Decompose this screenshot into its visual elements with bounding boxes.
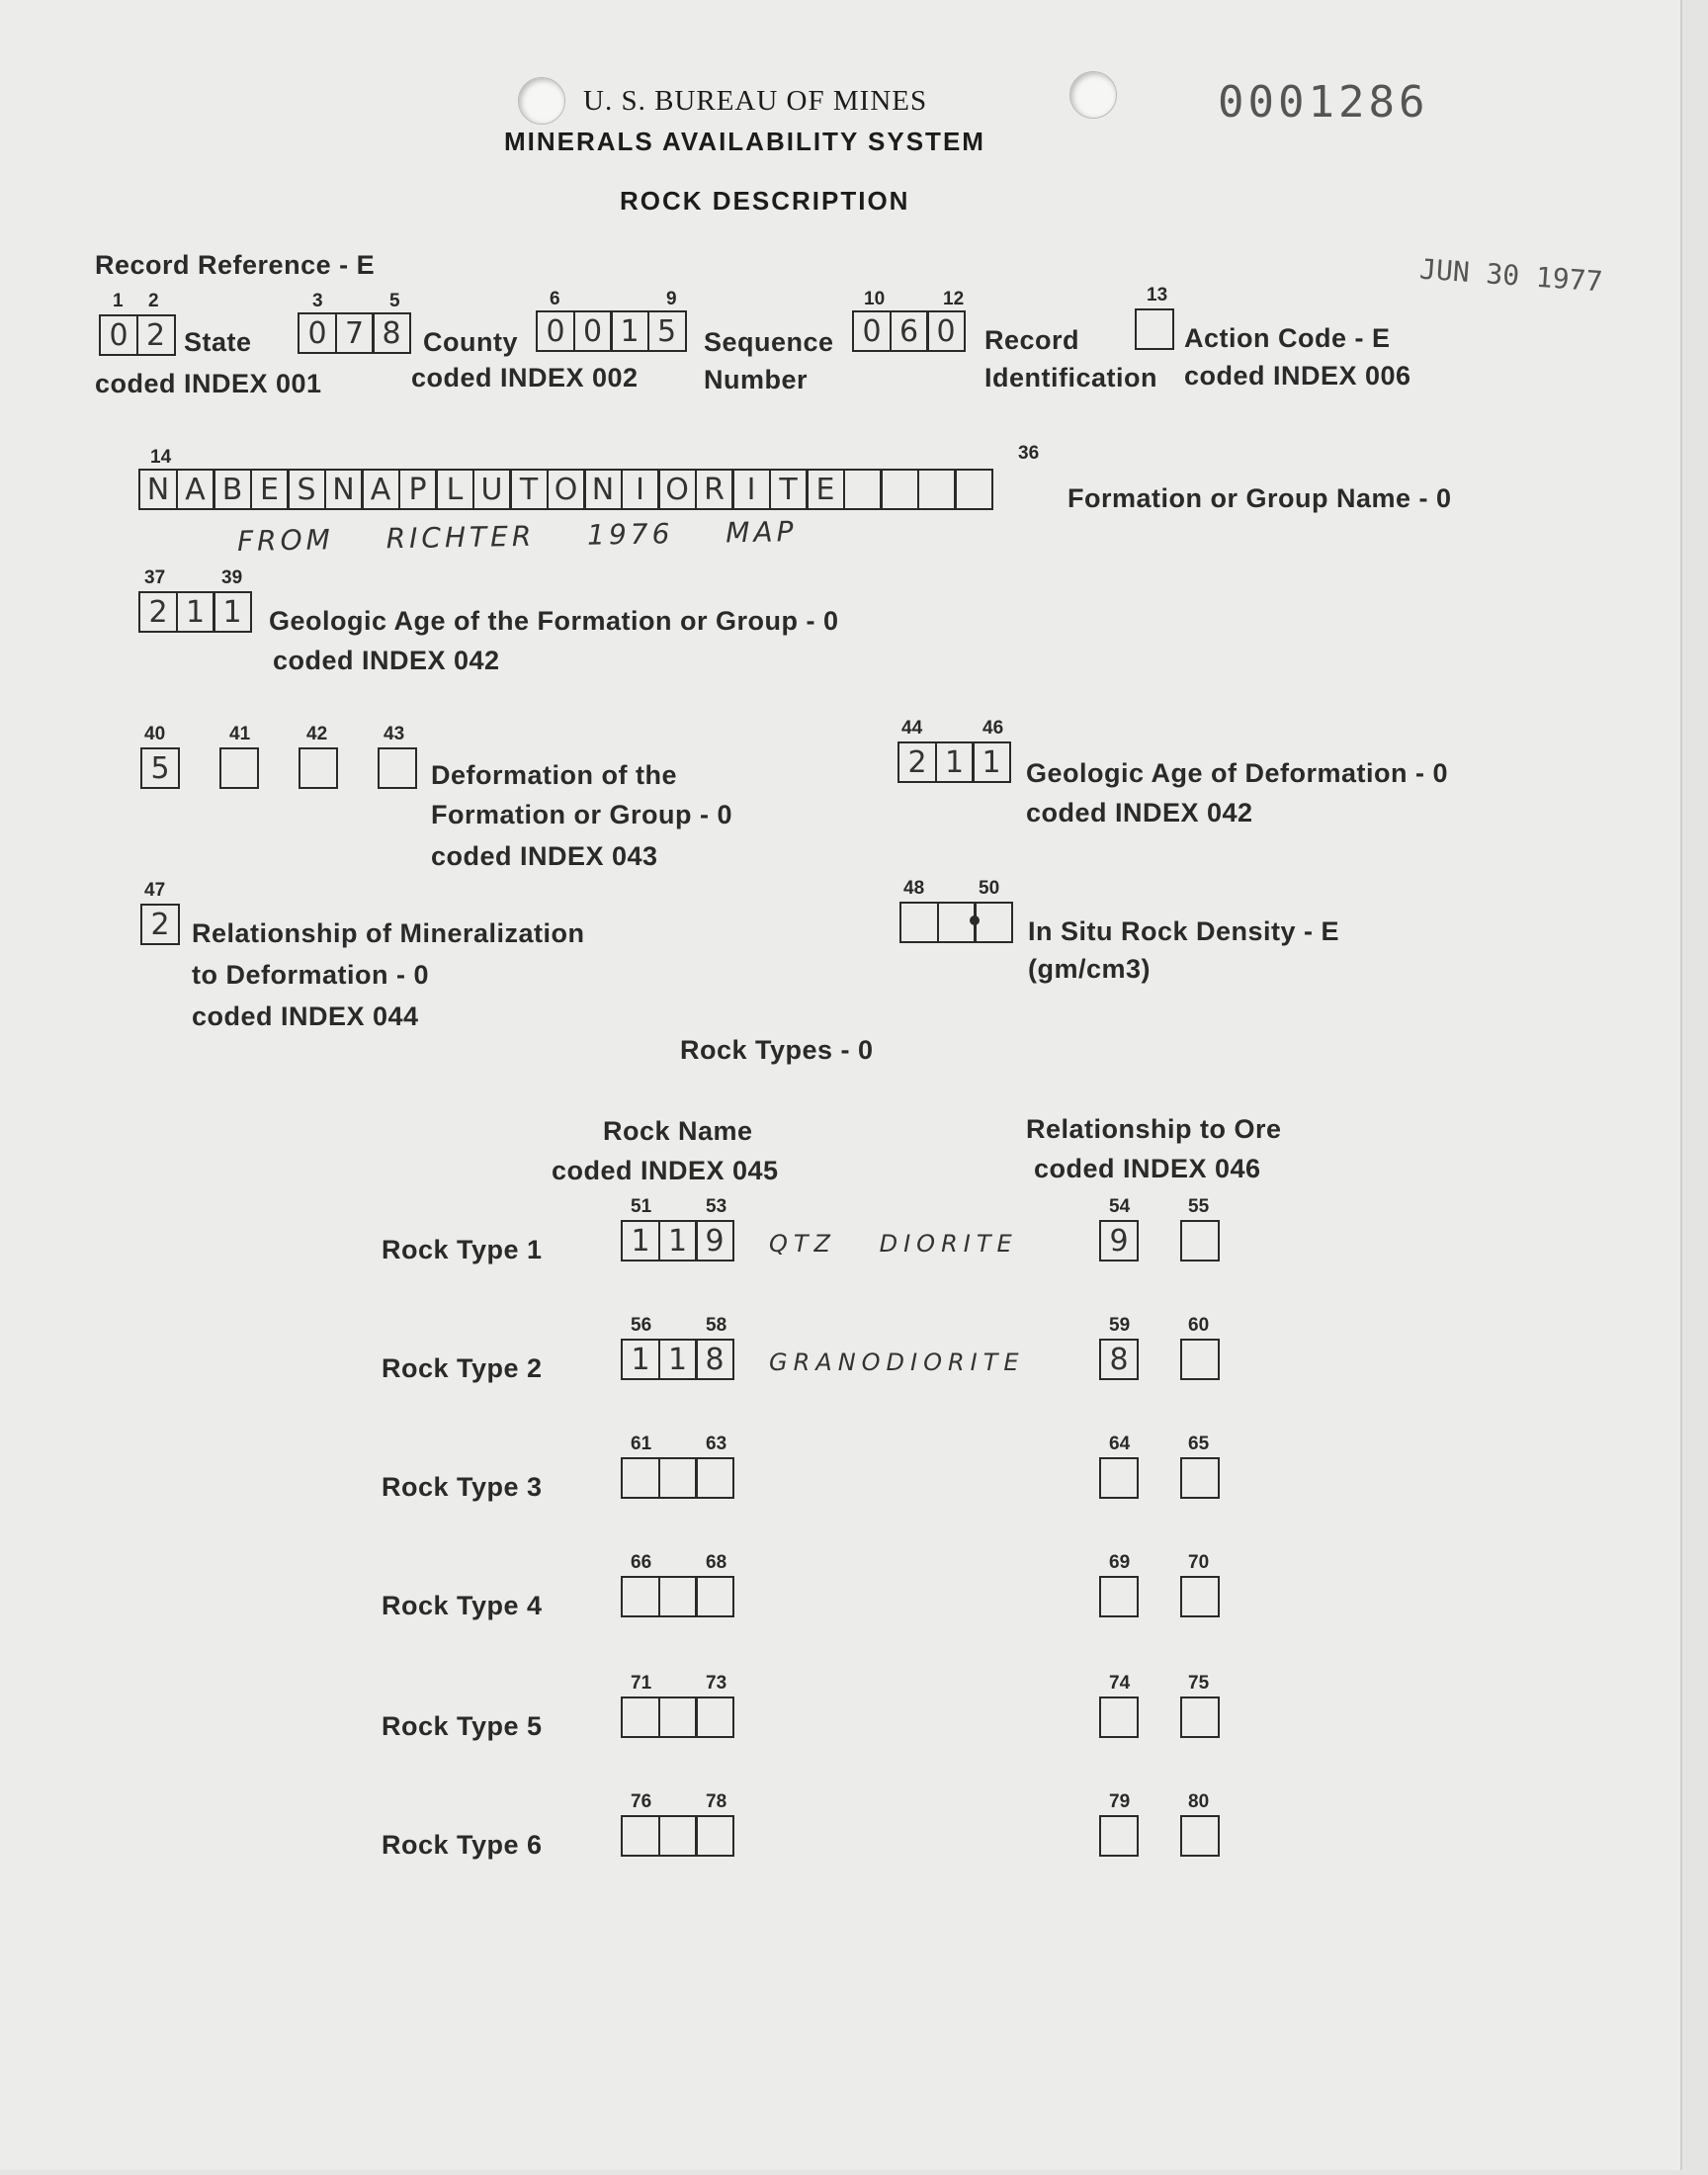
rock-name-handwritten: QTZ DIORITE [769,1230,1018,1258]
density-units: (gm/cm3) [1028,954,1152,984]
rock-name-handwritten: GRANODIORITE [769,1348,1025,1376]
rock-name-cell[interactable]: 9 [695,1220,734,1262]
ore-col-2: 55 [1188,1196,1210,1217]
formation-cell[interactable] [917,469,957,510]
col-46: 46 [982,718,1004,739]
formation-boxes[interactable] [138,469,993,510]
county-coded: coded INDEX 002 [411,363,639,392]
col-47: 47 [144,880,166,901]
col-12: 12 [943,289,965,309]
geologic-age-coded: coded INDEX 042 [273,646,500,675]
geologic-age-label: Geologic Age of the Formation or Group - 0 [269,606,839,636]
formation-cell[interactable]: I [621,469,660,510]
rock-type-label: Rock Type 2 [382,1353,543,1383]
rock-name-coded: coded INDEX 045 [552,1156,779,1185]
deformation-age-cell[interactable]: 2 [897,741,937,783]
formation-cell[interactable]: E [250,469,290,510]
decimal-point [970,915,980,925]
punch-hole-left [518,77,565,125]
county-cell[interactable]: 8 [372,312,411,354]
rock-name-boxes[interactable] [621,1220,734,1262]
ore-box-2[interactable] [1180,1339,1220,1380]
rock-name-boxes[interactable] [621,1339,734,1380]
rock-name-boxes[interactable] [621,1696,734,1738]
ore-col-2: 80 [1188,1791,1210,1812]
sequence-cell[interactable]: 0 [573,310,613,352]
rock-name-cell[interactable] [695,1815,734,1857]
col-43: 43 [384,724,405,744]
col-44: 44 [901,718,923,739]
rock-name-cell[interactable] [695,1696,734,1738]
formation-cell[interactable]: B [213,469,252,510]
ore-box-2[interactable] [1180,1457,1220,1499]
sequence-label-2: Number [704,365,809,394]
ore-box-1[interactable] [1099,1576,1139,1617]
formation-cell[interactable]: O [657,469,697,510]
record-cell[interactable]: 6 [890,310,929,352]
rock-name-cell[interactable] [621,1457,660,1499]
col-6: 6 [550,289,560,309]
col-5: 5 [389,291,400,311]
density-label: In Situ Rock Density - E [1028,916,1340,946]
deformation-box-43[interactable] [378,747,417,789]
rock-type-label: Rock Type 1 [382,1235,543,1264]
mineralization-label-1: Relationship of Mineralization [192,918,585,948]
agency-title: U. S. BUREAU OF MINES [583,85,928,117]
sequence-cell[interactable]: 5 [647,310,687,352]
col-13: 13 [1147,285,1168,305]
mineralization-box[interactable]: 2 [140,904,180,945]
county-boxes[interactable] [298,312,411,354]
rock-name-boxes[interactable] [621,1576,734,1617]
ore-col-1: 69 [1109,1552,1131,1573]
ore-col-1: 59 [1109,1315,1131,1336]
ore-col-2: 65 [1188,1434,1210,1454]
mineralization-label-2: to Deformation - 0 [192,960,430,990]
geologic-age-boxes[interactable] [138,591,252,633]
ore-box-1[interactable] [1099,1457,1139,1499]
sequence-boxes[interactable] [536,310,687,352]
geologic-age-cell[interactable]: 1 [213,591,252,633]
formation-cell[interactable]: T [769,469,809,510]
rock-col-end: 73 [706,1673,727,1694]
formation-cell[interactable] [880,469,919,510]
rock-name-cell[interactable] [658,1576,698,1617]
form-title: ROCK DESCRIPTION [620,186,910,216]
rock-col-start: 51 [631,1196,652,1217]
state-cell[interactable]: 0 [99,314,138,356]
col-2: 2 [148,291,159,311]
punch-hole-right [1069,71,1117,119]
rock-col-end: 58 [706,1315,727,1336]
rock-name-cell[interactable]: 8 [695,1339,734,1380]
ore-coded: coded INDEX 046 [1034,1154,1261,1183]
ore-box-2[interactable] [1180,1815,1220,1857]
col-48: 48 [903,878,925,899]
rock-type-label: Rock Type 4 [382,1591,543,1620]
formation-cell[interactable]: N [324,469,364,510]
ore-col-2: 60 [1188,1315,1210,1336]
col-36: 36 [1018,443,1040,464]
rock-col-start: 76 [631,1791,652,1812]
rock-name-cell[interactable]: 1 [621,1220,660,1262]
ore-box-1[interactable]: 9 [1099,1220,1139,1262]
state-coded: coded INDEX 001 [95,369,322,398]
record-reference-label: Record Reference - E [95,250,376,280]
col-42: 42 [306,724,328,744]
formation-cell[interactable]: T [509,469,549,510]
rock-name-cell[interactable] [658,1457,698,1499]
col-37: 37 [144,567,166,588]
mineralization-coded: coded INDEX 044 [192,1001,419,1031]
col-39: 39 [221,567,243,588]
rock-col-start: 56 [631,1315,652,1336]
sequence-cell[interactable]: 1 [610,310,649,352]
rock-name-cell[interactable] [621,1696,660,1738]
rock-col-start: 71 [631,1673,652,1694]
sequence-cell[interactable]: 0 [536,310,575,352]
formation-cell[interactable]: E [806,469,845,510]
county-cell[interactable]: 7 [335,312,375,354]
rock-type-label: Rock Type 3 [382,1472,543,1502]
formation-cell[interactable]: O [547,469,586,510]
county-label: County [423,327,518,357]
rock-name-cell[interactable] [658,1696,698,1738]
rock-types-title: Rock Types - 0 [680,1035,874,1065]
formation-cell[interactable] [843,469,883,510]
deformation-age-coded: coded INDEX 042 [1026,798,1253,827]
formation-cell[interactable] [954,469,993,510]
record-cell[interactable]: 0 [852,310,892,352]
rock-name-cell[interactable] [695,1457,734,1499]
density-cell-50[interactable] [974,902,1013,943]
col-10: 10 [864,289,886,309]
geologic-age-cell[interactable]: 2 [138,591,178,633]
county-cell[interactable]: 0 [298,312,337,354]
rock-name-boxes[interactable] [621,1815,734,1857]
record-boxes[interactable] [852,310,966,352]
ore-box-1[interactable]: 8 [1099,1339,1139,1380]
col-1: 1 [113,291,124,311]
rock-name-cell[interactable]: 1 [621,1339,660,1380]
state-boxes[interactable] [99,314,176,356]
record-label: Record [984,325,1080,355]
ore-col-1: 74 [1109,1673,1131,1694]
rock-name-cell[interactable]: 1 [658,1339,698,1380]
deformation-box-41[interactable] [219,747,259,789]
action-code-coded: coded INDEX 006 [1184,361,1411,391]
state-cell[interactable]: 2 [136,314,176,356]
rock-col-end: 78 [706,1791,727,1812]
col-9: 9 [666,289,677,309]
formation-cell[interactable]: I [731,469,771,510]
record-label-2: Identification [984,363,1157,392]
formation-cell[interactable]: R [695,469,734,510]
formation-cell[interactable]: N [583,469,623,510]
ore-col-1: 64 [1109,1434,1131,1454]
formation-cell[interactable]: P [398,469,438,510]
rock-col-end: 68 [706,1552,727,1573]
sequence-label: Sequence [704,327,834,357]
deformation-box-40[interactable]: 5 [140,747,180,789]
rock-col-start: 61 [631,1434,652,1454]
rock-name-boxes[interactable] [621,1457,734,1499]
deformation-age-cell[interactable]: 1 [972,741,1011,783]
date-stamp: JUN 30 1977 [1418,252,1604,299]
rock-col-end: 53 [706,1196,727,1217]
ore-box-1[interactable] [1099,1696,1139,1738]
deformation-age-label: Geologic Age of Deformation - 0 [1026,758,1449,788]
ore-box-1[interactable] [1099,1815,1139,1857]
formation-note: FROM RICHTER 1976 MAP [236,515,798,558]
rock-name-cell[interactable]: 1 [658,1220,698,1262]
col-40: 40 [144,724,166,744]
col-3: 3 [312,291,323,311]
rock-name-header: Rock Name [603,1116,753,1146]
formation-cell[interactable]: A [361,469,400,510]
ore-col-2: 75 [1188,1673,1210,1694]
rock-name-cell[interactable] [695,1576,734,1617]
system-title: MINERALS AVAILABILITY SYSTEM [504,127,985,156]
deformation-label-1: Deformation of the [431,760,677,790]
rock-col-start: 66 [631,1552,652,1573]
col-41: 41 [229,724,251,744]
col-50: 50 [979,878,1000,899]
formation-cell[interactable]: U [472,469,512,510]
rock-type-label: Rock Type 5 [382,1711,543,1741]
deformation-coded: coded INDEX 043 [431,841,658,871]
deformation-age-cell[interactable]: 1 [935,741,975,783]
geologic-age-cell[interactable]: 1 [176,591,215,633]
formation-cell[interactable]: S [287,469,326,510]
formation-cell[interactable]: N [138,469,178,510]
ore-header: Relationship to Ore [1026,1114,1282,1144]
state-label: State [184,327,252,357]
ore-box-2[interactable] [1180,1220,1220,1262]
formation-label: Formation or Group Name - 0 [1068,483,1452,513]
rock-col-end: 63 [706,1434,727,1454]
rock-name-cell[interactable] [621,1576,660,1617]
rock-type-label: Rock Type 6 [382,1830,543,1860]
ore-box-2[interactable] [1180,1696,1220,1738]
action-code-box[interactable] [1135,308,1174,350]
formation-cell[interactable]: L [435,469,474,510]
ore-col-1: 79 [1109,1791,1131,1812]
document-number: 0001286 [1218,77,1429,128]
record-cell[interactable]: 0 [926,310,966,352]
action-code-label: Action Code - E [1184,323,1391,353]
ore-box-2[interactable] [1180,1576,1220,1617]
rock-name-cell[interactable] [621,1815,660,1857]
formation-cell[interactable]: A [176,469,215,510]
ore-col-1: 54 [1109,1196,1131,1217]
col-14: 14 [150,447,172,468]
deformation-label-2: Formation or Group - 0 [431,800,732,829]
deformation-box-42[interactable] [299,747,338,789]
deformation-age-boxes[interactable] [897,741,1011,783]
density-cell-48[interactable] [899,902,939,943]
ore-col-2: 70 [1188,1552,1210,1573]
density-boxes[interactable] [899,902,1013,943]
rock-name-cell[interactable] [658,1815,698,1857]
